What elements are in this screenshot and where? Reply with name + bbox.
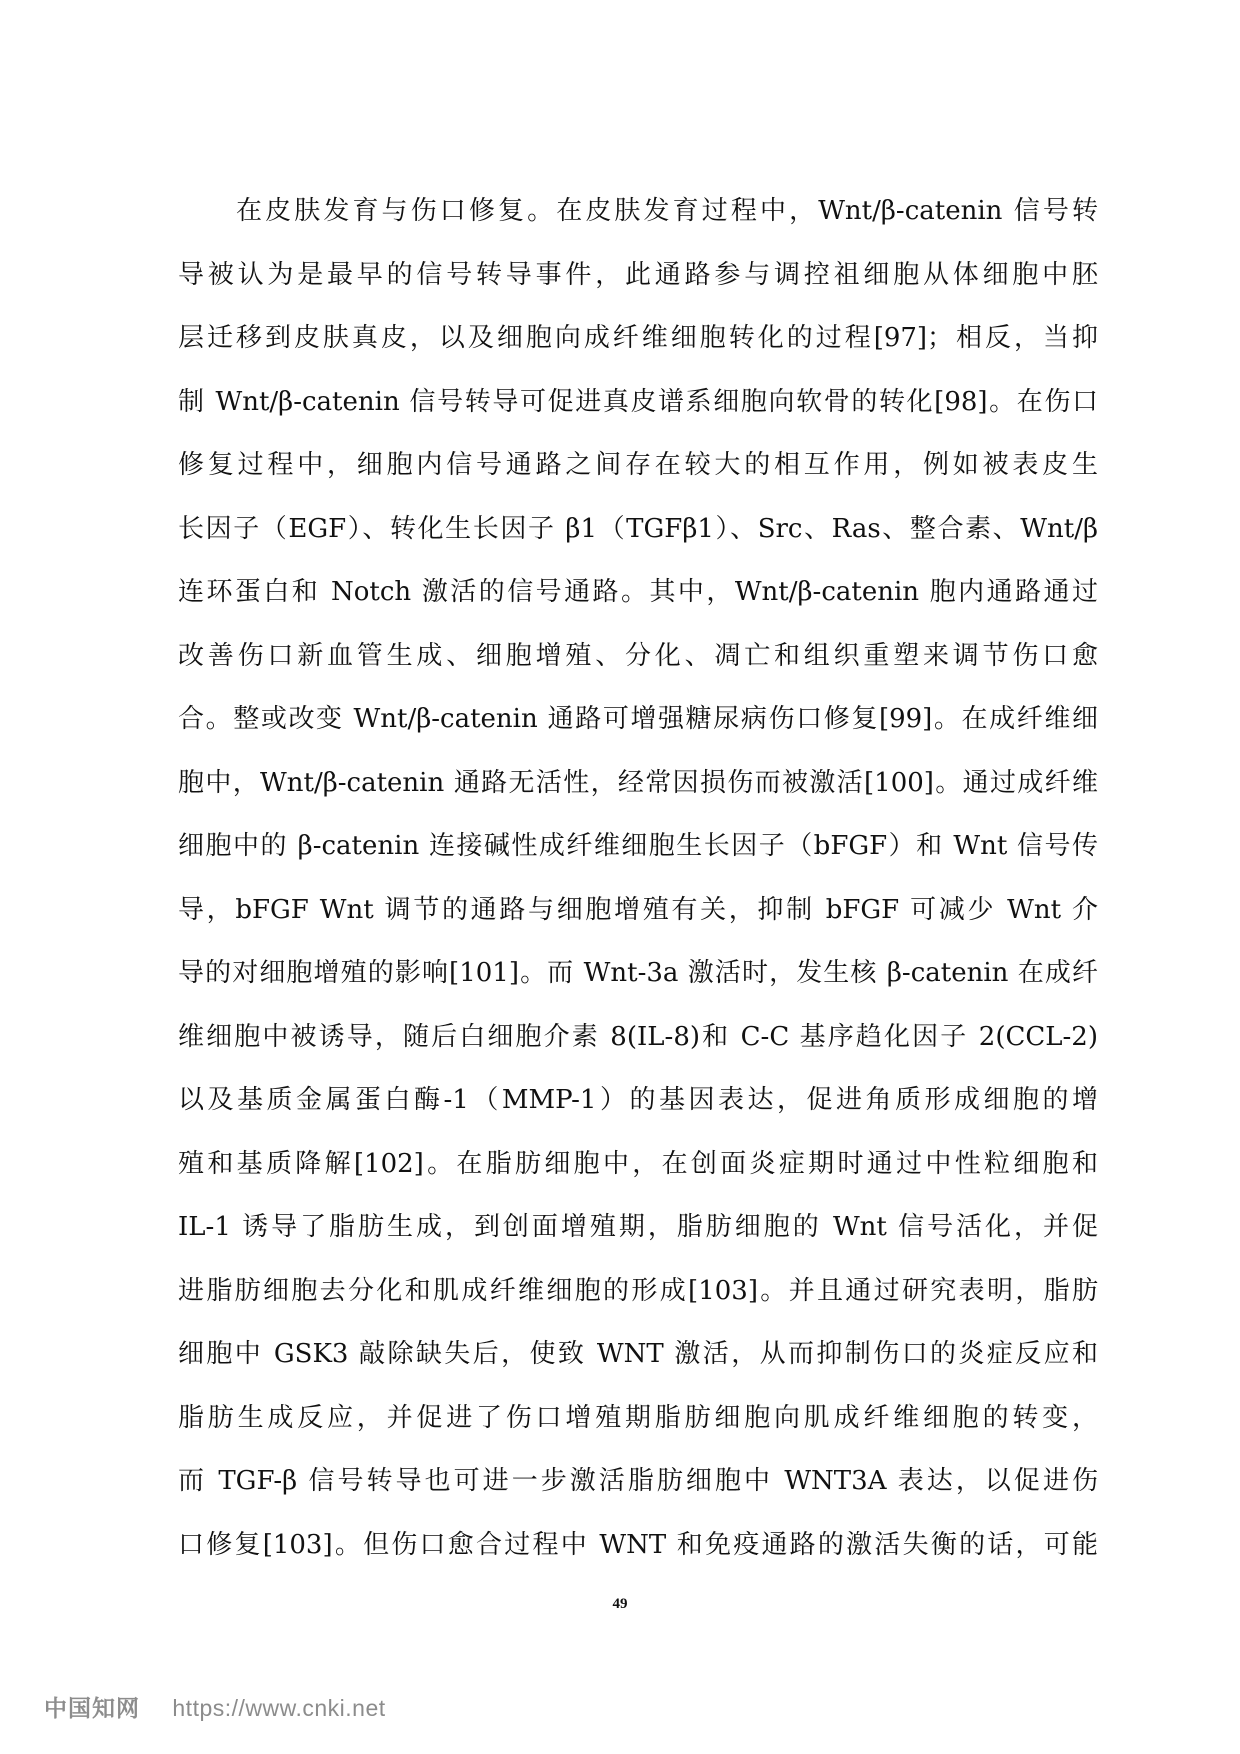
text-line: 合。整或改变 Wnt/β-catenin 通路可增强糖尿病伤口修复[99]。在成纤维细 [178,704,1098,734]
text-line: 脂肪生成反应，并促进了伤口增殖期脂肪细胞向肌成纤维细胞的转变， [178,1402,1098,1433]
text-line: 在皮肤发育与伤口修复。在皮肤发育过程中，Wnt/β-catenin 信号转 [236,196,1098,226]
text-line: 细胞中 GSK3 敲除缺失后，使致 WNT 激活，从而抑制伤口的炎症反应和 [178,1339,1098,1369]
body-paragraph [178,180,1098,1577]
text-line: 层迁移到皮肤真皮，以及细胞向成纤维细胞转化的过程[97]；相反，当抑 [178,323,1098,353]
text-line: 导的对细胞增殖的影响[101]。而 Wnt-3a 激活时，发生核 β-catenin 在成纤 [178,958,1098,988]
watermark-brand: 中国知网 [44,1695,140,1721]
cnki-watermark [44,1690,386,1723]
text-line: 修复过程中，细胞内信号通路之间存在较大的相互作用，例如被表皮生 [178,450,1098,480]
text-line: 导，bFGF Wnt 调节的通路与细胞增殖有关，抑制 bFGF 可减少 Wnt 介 [178,894,1098,925]
text-line: 以及基质金属蛋白酶-1（MMP-1）的基因表达，促进角质形成细胞的增 [178,1085,1098,1115]
text-line: 而 TGF-β 信号转导也可进一步激活脂肪细胞中 WNT3A 表达，以促进伤 [178,1466,1098,1496]
text-line: 胞中，Wnt/β-catenin 通路无活性，经常因损伤而被激活[100]。通过成纤维 [178,767,1098,798]
watermark-url: https://www.cnki.net [172,1695,386,1721]
page-number: 49 [612,1596,628,1612]
text-line: 进脂肪细胞去分化和肌成纤维细胞的形成[103]。并且通过研究表明，脂肪 [178,1275,1098,1306]
text-line: 长因子（EGF）、转化生长因子 β1（TGFβ1）、Src、Ras、整合素、Wnt/β [178,513,1098,544]
text-line: 维细胞中被诱导，随后白细胞介素 8(IL-8)和 C-C 基序趋化因子 2(CCL-2) [178,1021,1098,1052]
text-line: 改善伤口新血管生成、细胞增殖、分化、凋亡和组织重塑来调节伤口愈 [178,640,1098,671]
text-line: 连环蛋白和 Notch 激活的信号通路。其中，Wnt/β-catenin 胞内通路通过 [178,577,1098,607]
text-line: 口修复[103]。但伤口愈合过程中 WNT 和免疫通路的激活失衡的话，可能 [178,1529,1098,1560]
text-line: 细胞中的 β-catenin 连接碱性成纤维细胞生长因子（bFGF）和 Wnt 信号传 [178,831,1098,861]
text-line: 殖和基质降解[102]。在脂肪细胞中，在创面炎症期时通过中性粒细胞和 [178,1148,1098,1179]
text-line: IL-1 诱导了脂肪生成，到创面增殖期，脂肪细胞的 Wnt 信号活化，并促 [178,1212,1098,1242]
text-line: 制 Wnt/β-catenin 信号转导可促进真皮谱系细胞向软骨的转化[98]。在伤口 [178,386,1098,417]
text-line: 导被认为是最早的信号转导事件，此通路参与调控祖细胞从体细胞中胚 [178,259,1098,290]
